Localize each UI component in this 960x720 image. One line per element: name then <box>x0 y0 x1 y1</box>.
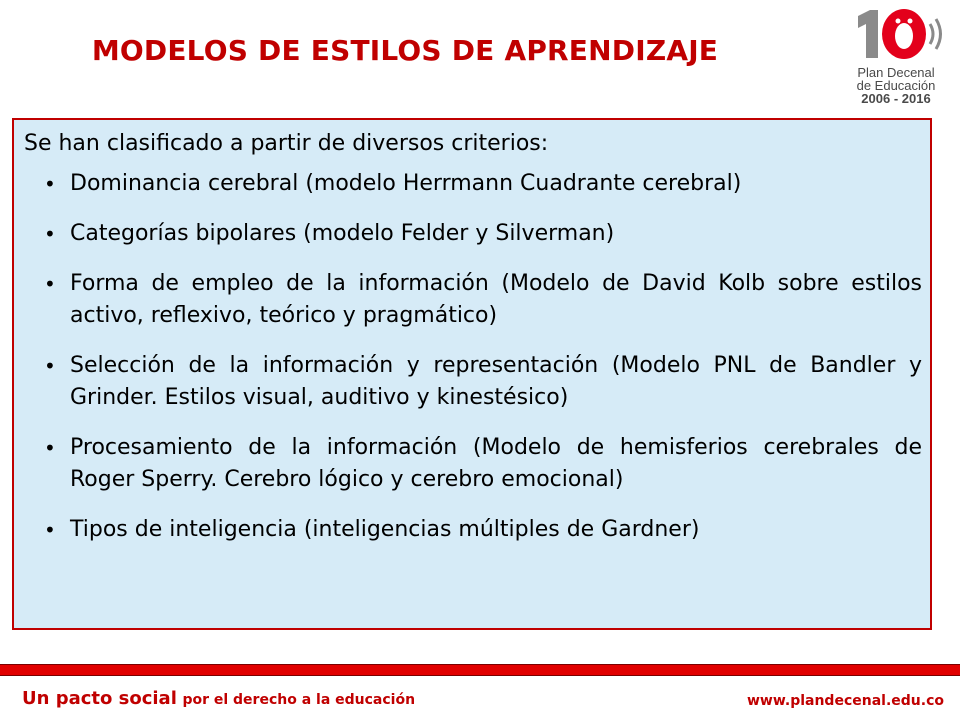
footer-url[interactable]: www.plandecenal.edu.co <box>746 693 944 709</box>
list-item <box>24 514 922 546</box>
list-item-text: Selección de la información y representación (Modelo PNL de Bandler y Grinder. Estilos visual, auditivo y kinestésico) <box>70 353 922 410</box>
logo-graphic <box>844 6 948 68</box>
bullet-icon: • <box>44 272 56 296</box>
logo-caption-line1: Plan Decenal <box>857 65 935 80</box>
list-item-text: Procesamiento de la información (Modelo de hemisferios cerebrales de Roger Sperry. Cerebro lógico y cerebro emocional) <box>70 435 922 492</box>
list-item <box>24 268 922 332</box>
footer-slogan <box>22 688 415 709</box>
logo-caption-line2: de Educación <box>856 78 936 93</box>
footer-slogan-main: Un pacto social <box>22 688 177 709</box>
criteria-list <box>24 168 922 546</box>
list-item <box>24 168 922 200</box>
list-item-text: Tipos de inteligencia (inteligencias múltiples de Gardner) <box>70 517 700 542</box>
list-item <box>24 350 922 414</box>
list-item-text: Dominancia cerebral (modelo Herrmann Cuadrante cerebral) <box>70 171 742 196</box>
bullet-icon: • <box>44 436 56 460</box>
criteria-box <box>12 118 932 630</box>
plan-decenal-logo <box>844 6 948 120</box>
intro-text: Se han clasificado a partir de diversos criterios: <box>24 131 549 156</box>
slide-title: MODELOS DE ESTILOS DE APRENDIZAJE <box>91 34 719 67</box>
logo-caption-line3: 2006 - 2016 <box>861 91 931 106</box>
footer-divider-bar <box>0 664 960 676</box>
list-item-text: Categorías bipolares (modelo Felder y Silverman) <box>70 221 615 246</box>
list-item-text: Forma de empleo de la información (Modelo de David Kolb sobre estilos activo, reflexivo, teórico y pragmático) <box>70 271 922 328</box>
list-item <box>24 432 922 496</box>
bullet-icon: • <box>44 222 56 246</box>
bullet-icon: • <box>44 518 56 542</box>
list-item <box>24 218 922 250</box>
footer-slogan-rest: por el derecho a la educación <box>182 692 416 708</box>
bullet-icon: • <box>44 354 56 378</box>
bullet-icon: • <box>44 172 56 196</box>
